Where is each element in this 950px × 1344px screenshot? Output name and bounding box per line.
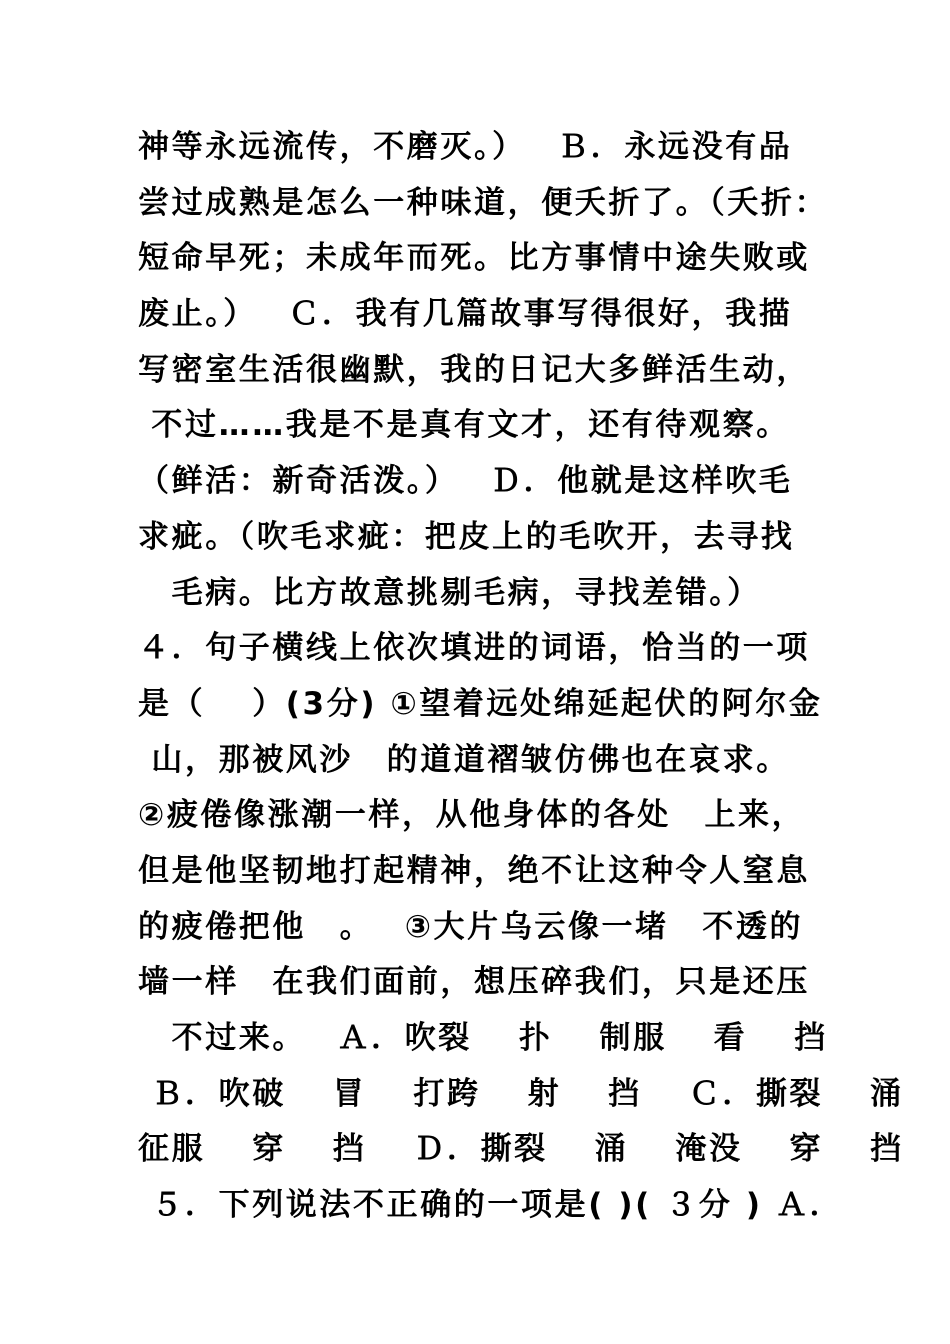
text-line-2: 尝过成熟是怎么一种味道，便夭折了。（夭折：	[138, 184, 829, 221]
text-line-8: 求疵。（吹毛求疵：把皮上的毛吹开，去寻找	[138, 518, 795, 555]
text-line-18: Ｂ．吹破 冒 打跨 射 挡 Ｃ．撕裂 涌	[138, 1075, 904, 1112]
text-line-20: ５．下列说法不正确的一项是( )( ３分 ) Ａ．	[138, 1187, 844, 1224]
text-line-14: 但是他坚韧地打起精神，绝不让这种令人窒息	[138, 852, 810, 889]
text-line-10: ４．句子横线上依次填进的词语，恰当的一项	[138, 630, 810, 667]
text-line-16: 墙一样 在我们面前，想压碎我们，只是还压	[138, 964, 810, 1001]
text-line-3: 短命早死；未成年而死。比方事情中途失败或	[138, 240, 810, 277]
text-line-1: 神等永远流传，不磨灭。） Ｂ．永远没有品	[138, 129, 793, 165]
text-line-13: ②疲倦像涨潮一样，从他身体的各处 上来，	[138, 797, 806, 834]
text-line-6: 不过……我是不是真有文才，还有待观察。	[138, 407, 790, 444]
text-line-5: 写密室生活很幽默，我的日记大多鲜活生动，	[138, 351, 810, 388]
text-line-15: 的疲倦把他 。 ③大片乌云像一堵 不透的	[138, 908, 804, 945]
text-line-7: （鲜活：新奇活泼。） Ｄ．他就是这样吹毛	[138, 463, 793, 500]
document-text	[138, 120, 950, 1234]
text-line-17: 不过来。 Ａ．吹裂 扑 制服 看 挡	[138, 1020, 828, 1056]
text-line-11: 是（ ）(3分) ①望着远处绵延起伏的阿尔金	[138, 685, 823, 722]
text-line-4: 废止。） Ｃ．我有几篇故事写得很好，我描	[138, 296, 793, 333]
text-line-9: 毛病。比方故意挑剔毛病，寻找差错。）	[138, 574, 761, 611]
text-line-19: 征服 穿 挡 Ｄ．撕裂 涌 淹没 穿 挡	[138, 1131, 904, 1168]
text-line-12: 山，那被风沙 的道道褶皱仿佛也在哀求。	[138, 741, 790, 778]
